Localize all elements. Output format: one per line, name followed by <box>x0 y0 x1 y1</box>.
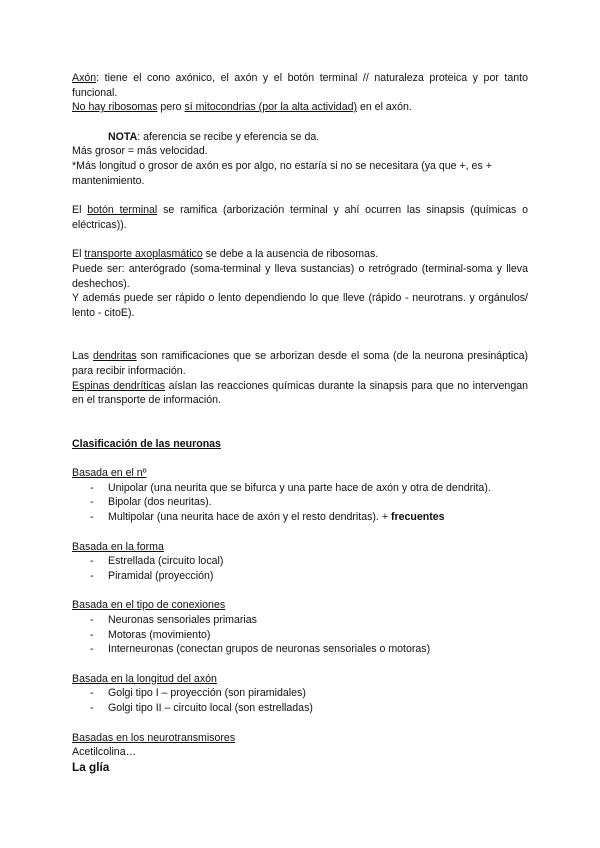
axon-paragraph <box>72 71 528 100</box>
list-item: - Interneuronas (conectan grupos de neuronas sensoriales o motoras) <box>72 642 528 657</box>
forma-heading: Basada en la forma <box>72 540 164 553</box>
transporte-term: transporte axoplasmático <box>84 248 203 261</box>
ribosomas-conj: pero <box>157 101 185 114</box>
transporte-paragraph <box>72 247 528 262</box>
list-item: - Unipolar (una neurita que se bifurca y una parte hace de axón y otra de dendrita). <box>72 481 528 496</box>
axon-term: Axón <box>72 72 97 84</box>
axon-text: : tiene el cono axónico, el axón y el botón terminal // naturaleza proteica y por tanto funcional. <box>72 72 528 99</box>
list-item: - Golgi tipo II – circuito local (son estrelladas) <box>72 701 528 716</box>
dendritas-paragraph <box>72 349 528 378</box>
multipolar-text: Multipolar (una neurita hace de axón y el resto dendritas). + <box>108 511 391 524</box>
espinas-paragraph <box>72 379 528 408</box>
list-item: - Bipolar (dos neuritas). <box>72 495 528 510</box>
dendritas-post: son ramificaciones que se arborizan desde el soma (de la neurona presináptica) para recibir información. <box>72 350 529 377</box>
list-item: - Golgi tipo I – proyección (son piramidales) <box>72 686 528 701</box>
nota-text: : aferencia se recibe y eferencia se da. <box>137 130 320 143</box>
espinas-term: Espinas dendríticas <box>72 379 166 392</box>
conexiones-list <box>72 613 528 657</box>
nro-list <box>72 481 528 525</box>
multipolar-bold: frecuentes <box>390 511 445 524</box>
transporte-line3: Y además puede ser rápido o lento dependiendo lo que lleve (rápido - neurotrans. y orgánulos/ lento - citoE). <box>72 292 528 319</box>
boton-paragraph <box>72 203 528 232</box>
list-item: - Estrellada (circuito local) <box>72 554 528 569</box>
ribosomas-paragraph <box>72 100 528 115</box>
boton-post: se ramifica (arborización terminal y ahí ocurren las sinapsis (químicas o eléctricas)). <box>72 204 528 231</box>
document-page <box>72 71 528 774</box>
list-item: - Neuronas sensoriales primarias <box>72 613 528 628</box>
dendritas-term: dendritas <box>93 350 137 363</box>
ribosomas-end: en el axón. <box>357 101 412 114</box>
neurotransmisores-heading: Basadas en los neurotransmisores <box>72 731 236 744</box>
transporte-line2: Puede ser: anterógrado (soma-terminal y lleva sustancias) o retrógrado (terminal-soma y lleva deshechos). <box>72 262 528 290</box>
nota-paragraph <box>72 130 528 145</box>
clasificacion-title: Clasificación de las neuronas <box>72 437 221 450</box>
longitud-axon-list <box>72 686 528 715</box>
list-item <box>72 510 528 525</box>
list-item: - Piramidal (proyección) <box>72 569 528 584</box>
longitud-paragraph: *Más longitud o grosor de axón es por algo, no estaría si no se necesitara (ya que +, es + mantenimiento. <box>72 159 492 187</box>
dendritas-pre: Las <box>72 350 94 363</box>
espinas-post: aíslan las reacciones químicas durante la sinapsis para que no intervengan en el transporte de información. <box>72 379 528 407</box>
nota-label: NOTA <box>108 130 138 143</box>
forma-list <box>72 554 528 583</box>
neurotransmisores-text: Acetilcolina… <box>72 746 137 759</box>
boton-term: botón terminal <box>87 204 158 217</box>
longitud-axon-heading: Basada en la longitud del axón <box>72 672 217 685</box>
glia-title: La glía <box>72 759 110 774</box>
boton-pre: El <box>72 204 88 217</box>
ribosomas-term: No hay ribosomas <box>72 101 158 114</box>
conexiones-heading: Basada en el tipo de conexiones <box>72 599 226 612</box>
list-item: - Motoras (movimiento) <box>72 628 528 643</box>
nro-heading: Basada en el nº <box>72 467 147 480</box>
transporte-post: se debe a la ausencia de ribosomas. <box>202 248 379 261</box>
mitocondrias-term: sí mitocondrias (por la alta actividad) <box>184 101 358 114</box>
transporte-pre: El <box>72 248 85 261</box>
grosor-line: Más grosor = más velocidad. <box>72 145 208 158</box>
